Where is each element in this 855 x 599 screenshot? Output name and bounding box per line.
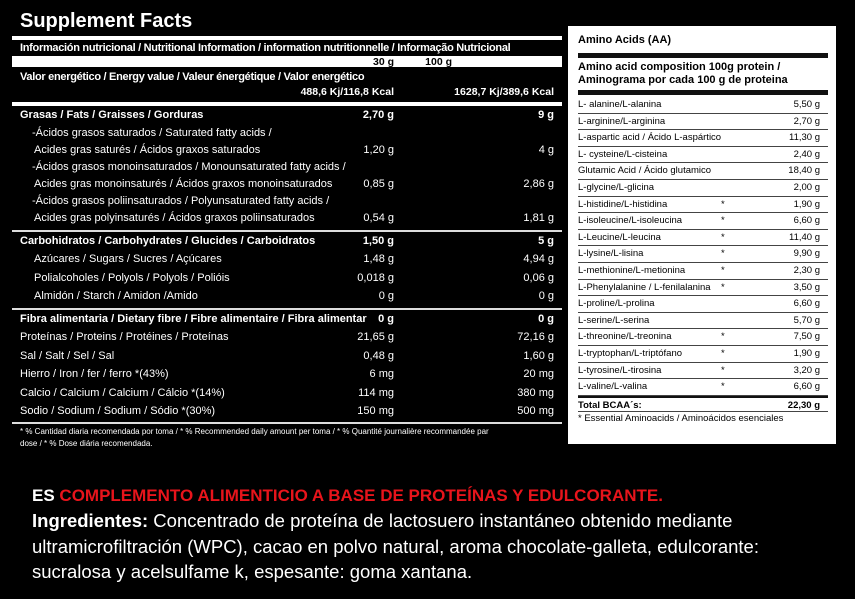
amino-row	[578, 114, 828, 131]
amino-row	[578, 130, 828, 147]
mono-row-1	[12, 159, 562, 176]
v30: 1,50 g	[362, 234, 394, 247]
footnote-line: dose / * % Dose diária recomendada.	[20, 438, 153, 448]
v30: 0,85 g	[363, 177, 394, 190]
amino-name: L- alanine/L-alanina	[578, 99, 662, 110]
v30: 1,48 g	[363, 253, 394, 265]
amino-value: 11,30 g	[789, 132, 820, 144]
amino-name: L-histidine/L-histidina	[578, 198, 668, 210]
amino-row	[578, 246, 828, 263]
amino-row	[578, 180, 828, 197]
label: Carbohidratos / Carbohydrates / Glucides / Carboidratos	[20, 234, 316, 247]
amino-name: L-Phenylalanine / L-fenilalanina	[578, 281, 711, 293]
amino-row	[578, 230, 828, 247]
ingredients-text: Concentrado de proteína de lactosuero instantáneo obtenido mediante ultramicrofiltración (WPC), cacao en polvo natural, aroma chocolate-galleta, edulcorante: sucralosa y acelsulfame k, espesante: goma xantana.	[32, 510, 759, 582]
amino-name: L-Leucine/L-leucina	[578, 231, 661, 243]
v30: 1,20 g	[363, 143, 394, 156]
amino-value: 1,90 g	[793, 347, 820, 359]
amino-name: Glutamic Acid / Ácido glutamico	[578, 165, 712, 177]
v100: 20 mg	[523, 368, 554, 380]
label: Calcio / Calcium / Calcium / Cálcio *(14%)	[20, 386, 225, 399]
amino-row	[578, 213, 828, 230]
label: -Ácidos grasos monoinsaturados / Monounsaturated fatty acids /	[32, 160, 346, 173]
energy-30g: 488,6 Kj/116,8 Kcal	[300, 86, 394, 98]
label: -Ácidos grasos saturados / Saturated fatty acids /	[32, 126, 272, 139]
fats-row	[12, 106, 562, 125]
amino-subtitle	[578, 60, 828, 88]
label: Acides gras monoinsaturés / Ácidos graxos monoinsaturados	[34, 177, 333, 190]
energy-100g: 1628,7 Kj/389,6 Kcal	[454, 86, 554, 98]
amino-title: Amino Acids (AA)	[578, 34, 672, 46]
amino-value: 2,30 g	[793, 264, 820, 276]
ingredients	[32, 508, 842, 585]
v30: 0,48 g	[363, 349, 394, 362]
v30: 114 mg	[358, 386, 394, 399]
amino-name: L-arginine/L-arginina	[578, 115, 666, 127]
total-bcaa-row	[578, 396, 828, 413]
amino-value: 9,90 g	[793, 248, 820, 260]
label: Almidón / Starch / Amidon /Amido	[34, 290, 198, 302]
v100: 0 g	[538, 312, 554, 325]
label: Polialcoholes / Polyols / Polyols / Polióis	[34, 271, 230, 284]
carbs-row	[12, 232, 562, 251]
amino-name: L-methionine/L-metionina	[578, 264, 686, 276]
divider	[578, 53, 828, 58]
v100: 4,94 g	[523, 253, 554, 265]
label: Proteínas / Proteins / Protéines / Proteínas	[20, 331, 229, 343]
amino-row	[578, 379, 828, 396]
amino-name: L-lysine/L-lisina	[578, 248, 644, 260]
essential-marker: *	[721, 198, 725, 210]
iron-row	[12, 365, 562, 384]
label: Hierro / Iron / fer / ferro *(43%)	[20, 368, 169, 380]
essential-marker: *	[721, 248, 725, 260]
amino-row	[578, 163, 828, 180]
amino-row	[578, 263, 828, 280]
fibre-row	[12, 310, 562, 329]
v100: 9 g	[538, 109, 554, 121]
protein-row	[12, 328, 562, 347]
sat-row-1	[12, 125, 562, 142]
product-claim: COMPLEMENTO ALIMENTICIO A BASE DE PROTEÍNAS Y EDULCORANTE.	[59, 486, 663, 505]
amino-value: 2,70 g	[793, 115, 820, 127]
serving-columns	[12, 56, 562, 67]
v30: 2,70 g	[362, 109, 394, 121]
footnote-line: * % Cantidad diaria recomendada por toma / * % Recommended daily amount per toma / * % Quantité journalière recommandée par	[20, 426, 489, 436]
amino-value: 3,20 g	[793, 364, 820, 376]
nutrition-header: Información nutricional / Nutritional Information / information nutritionnelle / Informação Nutricional	[20, 42, 511, 54]
essential-marker: *	[721, 264, 725, 276]
subtitle-line: Aminograma por cada 100 g de proteina	[578, 74, 788, 86]
amino-value: 6,60 g	[793, 298, 820, 310]
amino-value: 2,00 g	[793, 181, 820, 193]
amino-acids-panel	[568, 26, 836, 444]
amino-value: 11,40 g	[789, 231, 820, 243]
label: Sodio / Sodium / Sodium / Sódio *(30%)	[20, 405, 216, 417]
product-description	[32, 484, 842, 585]
amino-name: L-threonine/L-treonina	[578, 331, 672, 343]
starch-row	[12, 287, 562, 306]
panel-title: Supplement Facts	[20, 10, 193, 32]
amino-name: L-tryptophan/L-triptófano	[578, 347, 683, 359]
sodium-row	[12, 402, 562, 421]
v30: 0,018 g	[357, 271, 394, 284]
label: -Ácidos grasos poliinsaturados / Polyunsaturated fatty acids /	[32, 194, 330, 207]
v100: 500 mg	[517, 405, 554, 417]
v100: 1,81 g	[523, 211, 554, 224]
amino-name: L-tyrosine/L-tirosina	[578, 364, 662, 376]
v100: 0,06 g	[523, 271, 554, 284]
amino-row	[578, 97, 828, 114]
amino-name: L-valine/L-valina	[578, 381, 648, 393]
amino-row	[578, 147, 828, 164]
divider	[12, 422, 562, 424]
amino-name: L-glycine/L-glicina	[578, 181, 655, 193]
label: Sal / Salt / Sel / Sal	[20, 349, 115, 362]
label: Fibra alimentaria / Dietary fibre / Fibre alimentaire / Fibra alimentar	[20, 312, 367, 325]
essential-marker: *	[721, 231, 725, 243]
amino-table	[578, 97, 828, 396]
amino-row	[578, 296, 828, 313]
label: Acides gras saturés / Ácidos graxos saturados	[34, 143, 261, 156]
v100: 380 mg	[517, 386, 554, 399]
v100: 5 g	[538, 234, 554, 247]
amino-row	[578, 346, 828, 363]
amino-name: L-proline/L-prolina	[578, 298, 655, 310]
ingredients-label: Ingredientes:	[32, 510, 149, 531]
amino-row	[578, 363, 828, 380]
v30: 0 g	[378, 312, 394, 325]
mono-row-2	[12, 176, 562, 193]
essential-marker: *	[721, 381, 725, 393]
amino-row	[578, 280, 828, 297]
amino-value: 1,90 g	[793, 198, 820, 210]
sugars-row	[12, 250, 562, 269]
energy-values	[12, 85, 562, 100]
amino-value: 2,40 g	[793, 148, 820, 160]
label: Acides gras polyinsaturés / Ácidos graxos poliinsaturados	[34, 211, 315, 224]
amino-value: 5,50 g	[793, 99, 820, 110]
v100: 1,60 g	[523, 349, 554, 362]
energy-label: Valor energético / Energy value / Valeur énergétique / Valor energético	[20, 71, 365, 83]
footnote	[12, 426, 562, 450]
v30: 0,54 g	[363, 211, 394, 224]
polyols-row	[12, 269, 562, 288]
poly-row-1	[12, 193, 562, 210]
col-30g: 30 g	[372, 56, 394, 68]
essential-marker: *	[721, 331, 725, 343]
label: Total BCAA´s:	[578, 399, 642, 411]
v30: 6 mg	[369, 368, 394, 380]
v30: 0 g	[378, 290, 394, 302]
supplement-facts-panel	[12, 6, 562, 458]
essential-marker: *	[721, 215, 725, 227]
amino-value: 7,50 g	[793, 331, 820, 343]
amino-value: 5,70 g	[793, 314, 820, 326]
amino-footnote: * Essential Aminoacids / Aminoácidos esenciales	[578, 413, 784, 425]
v100: 72,16 g	[517, 331, 554, 343]
amino-value: 3,50 g	[793, 281, 820, 293]
amino-name: L- cysteine/L-cisteina	[578, 148, 668, 160]
label: Grasas / Fats / Graisses / Gorduras	[20, 109, 204, 121]
label: Azúcares / Sugars / Sucres / Açúcares	[34, 253, 222, 265]
amino-name: L-aspartic acid / Ácido L-aspártico	[578, 132, 722, 144]
v100: 2,86 g	[523, 177, 554, 190]
amino-value: 6,60 g	[793, 381, 820, 393]
calcium-row	[12, 384, 562, 403]
v100: 4 g	[538, 143, 554, 156]
essential-marker: *	[721, 281, 725, 293]
sat-row-2	[12, 142, 562, 159]
salt-row	[12, 347, 562, 366]
language-code: ES	[32, 486, 55, 505]
v30: 21,65 g	[357, 331, 394, 343]
v100: 0 g	[538, 290, 554, 302]
amino-value: 6,60 g	[793, 215, 820, 227]
v30: 150 mg	[357, 405, 394, 417]
poly-row-2	[12, 210, 562, 227]
essential-marker: *	[721, 347, 725, 359]
value: 22,30 g	[787, 399, 820, 411]
essential-marker: *	[721, 364, 725, 376]
amino-name: L-isoleucine/L-isoleucina	[578, 215, 683, 227]
subtitle-line: Amino acid composition 100g protein /	[578, 61, 781, 73]
amino-name: L-serine/L-serina	[578, 314, 650, 326]
claim-line	[32, 484, 842, 508]
amino-value: 18,40 g	[788, 165, 820, 177]
amino-row	[578, 197, 828, 214]
amino-row	[578, 329, 828, 346]
divider	[578, 90, 828, 95]
col-100g: 100 g	[425, 56, 452, 68]
amino-row	[578, 313, 828, 330]
